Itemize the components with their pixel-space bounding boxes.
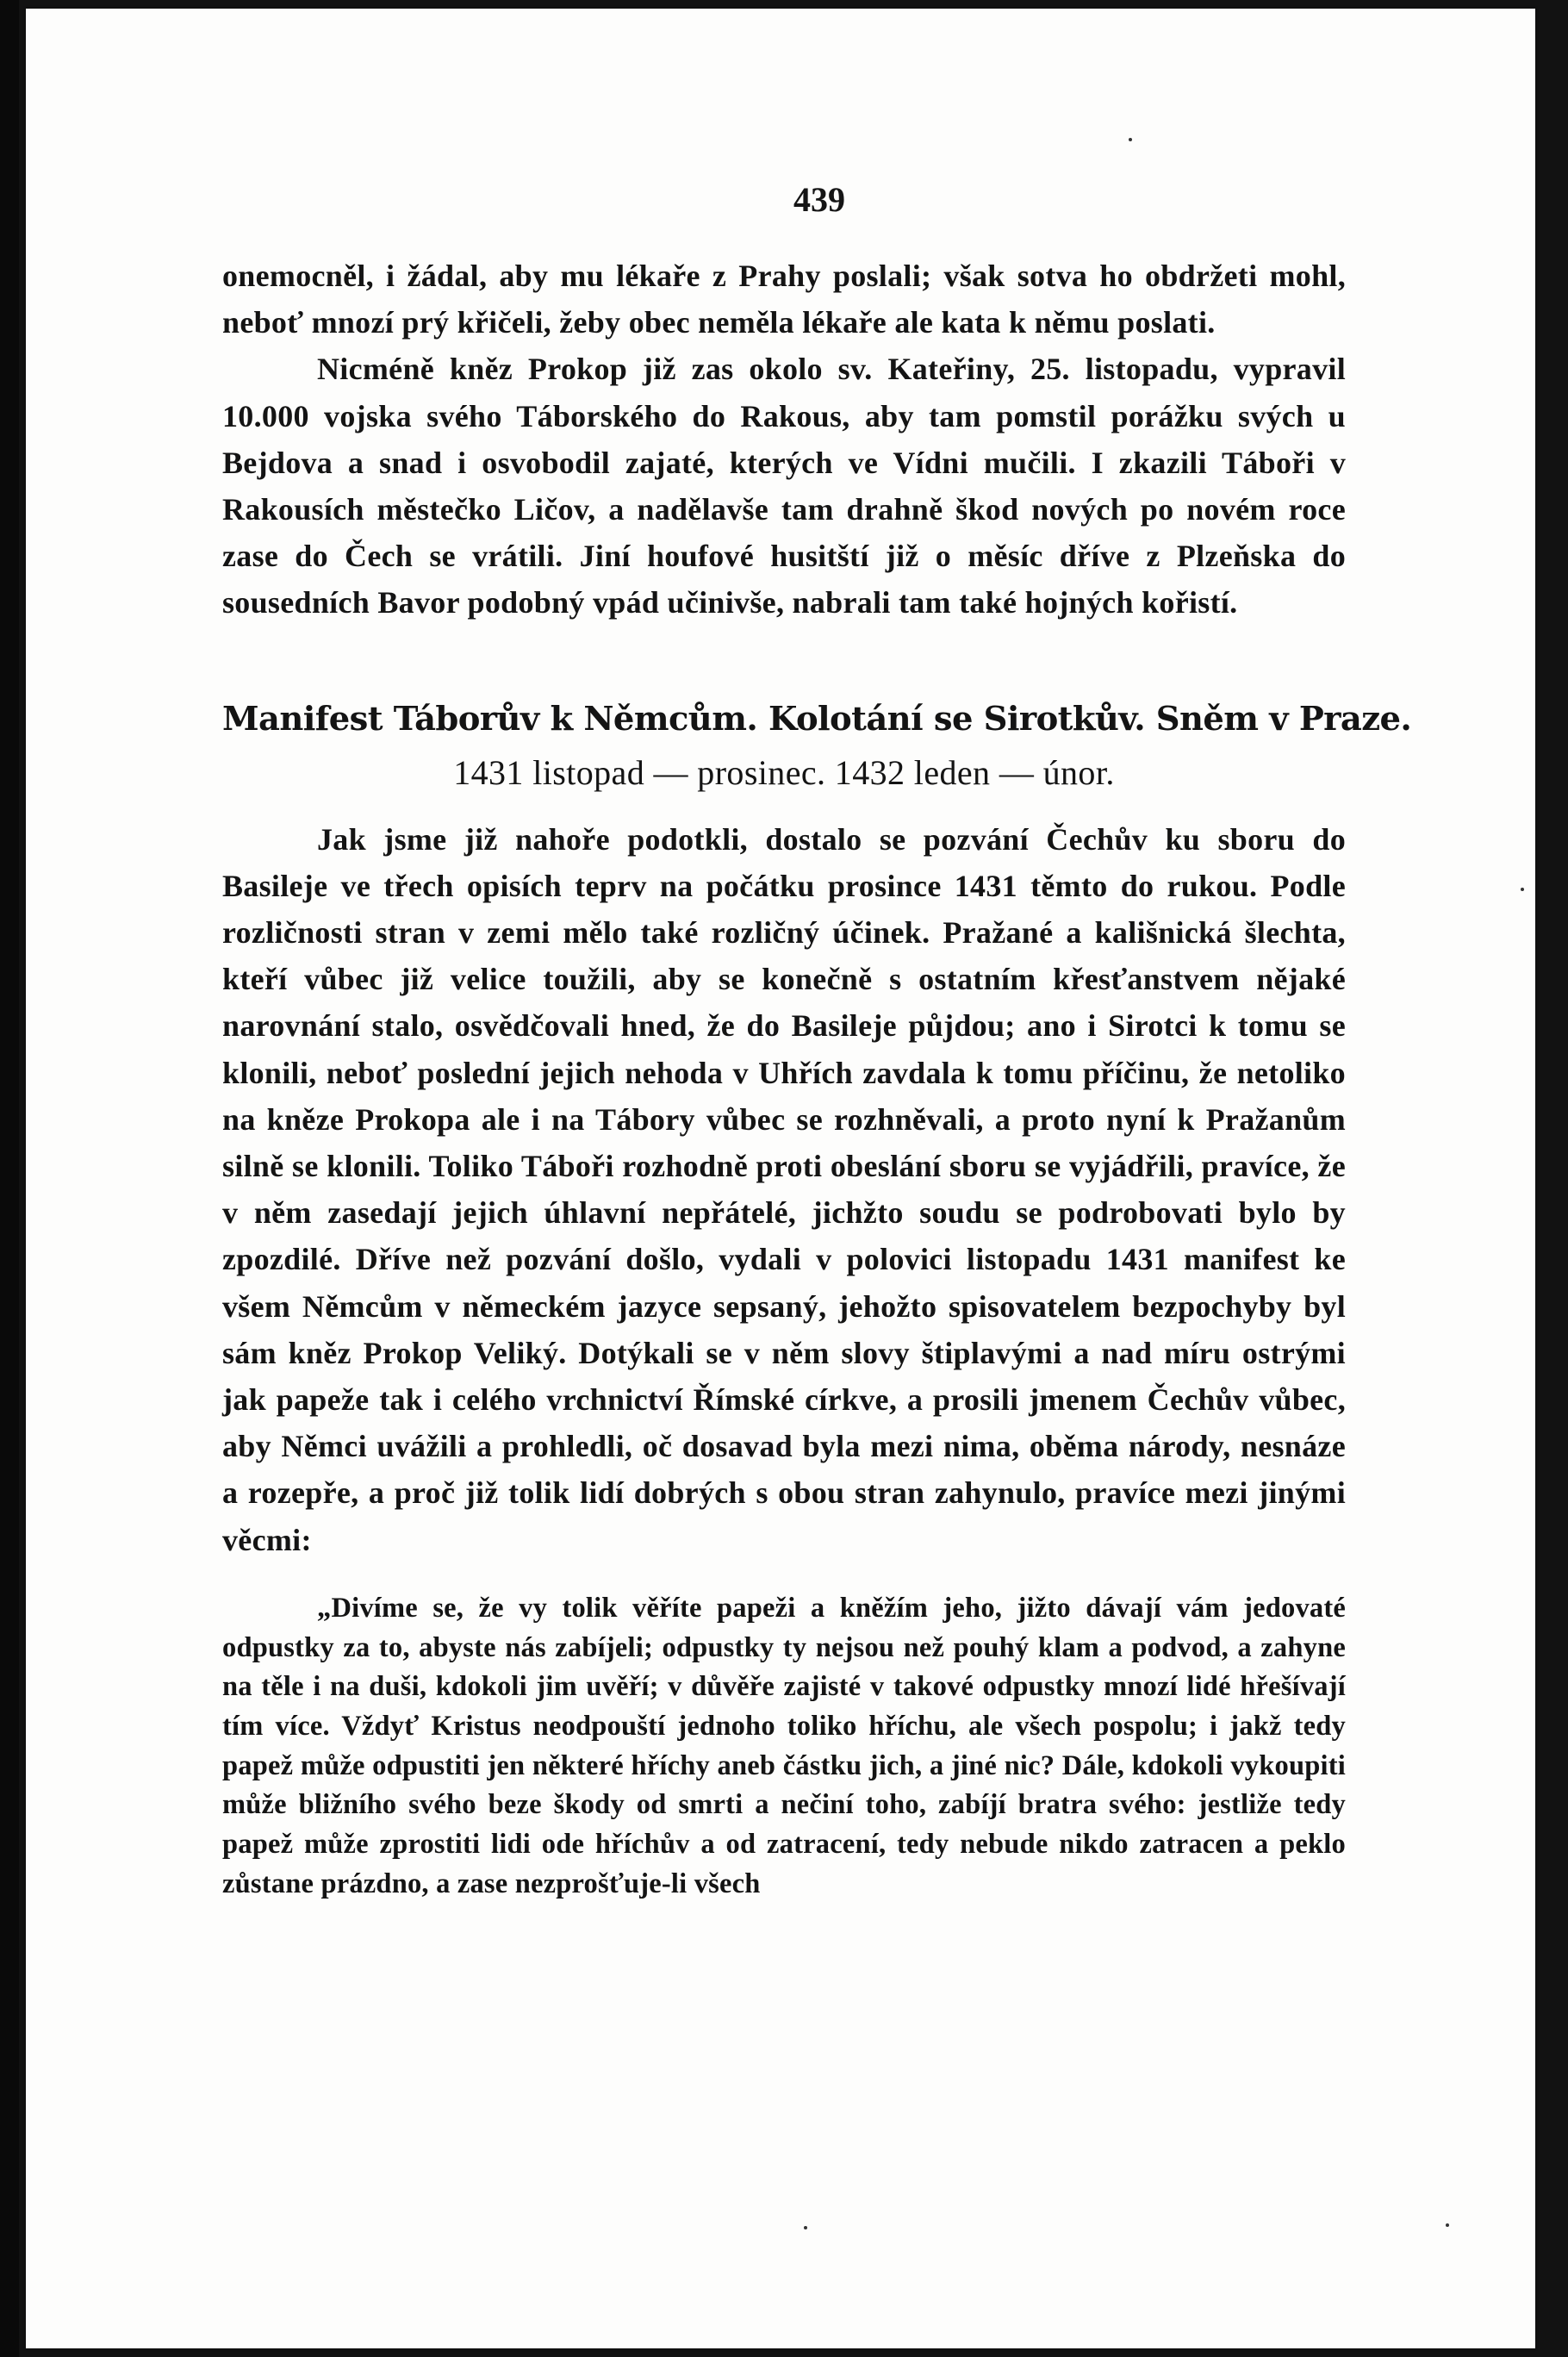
scan-speck xyxy=(1129,138,1132,141)
scan-left-edge xyxy=(0,0,19,2357)
paragraph-continuation: onemocněl, i žádal, aby mu lékaře z Prahy poslali; však sotva ho obdržeti mohl, neboť mnozí prý křičeli, žeby obec neměla lékaře ale kata k němu poslati. xyxy=(222,259,1346,340)
scan-speck xyxy=(1446,2223,1449,2227)
section-heading: Manifest Táborův k Němcům. Kolotání se Sirotkův. Sněm v Praze. xyxy=(222,699,1412,739)
book-page xyxy=(26,9,1535,2348)
scan-speck xyxy=(804,2226,807,2229)
paragraph-basel-invitation: Jak jsme již nahoře podotkli, dostalo se pozvání Čechův ku sboru do Basileje ve třech opisích teprv na počátku prosince 1431 těmto do rukou. Podle rozličnosti stran v zemi mělo také rozličný účinek. Pražané a kališnická šlechta, kteří vůbec již velice toužili, aby se konečně s ostatním křesťanstvem nějaké narovnání stalo, osvědčovali hned, že do Basileje půjdou; ano i Sirotci k tomu se klonili, neboť poslední jejich nehoda v Uhřích zavdala k tomu příčinu, že netoliko na kněze Prokopa ale i na Tábory vůbec se rozhněvali, a proto nyní k Pražanům silně se klonili. Toliko Táboři rozhodně proti obeslání sboru se vyjádřili, pravíce, že v něm zasedají jejich úhlavní nepřátelé, jichžto soudu se podrobovati bylo by zpozdilé. Dříve než pozvání došlo, vydali v polovici listopadu 1431 manifest ke všem Němcům v německém jazyce sepsaný, jehožto spisovatelem bezpochyby byl sám kněz Prokop Veliký. Dotýkali se v něm slovy štiplavými a nad míru ostrými jak papeže tak i celého vrchnictví Římské církve, a prosili jmenem Čechův vůbec, aby Němci uvážili a prohledli, oč dosavad byla mezi nima, oběma národy, nesnáze a rozepře, a proč již tolik lidí dobrých s obou stran zahynulo, pravíce mezi jinými věcmi: xyxy=(222,821,1346,1557)
paragraph-prokop-expedition: Nicméně kněz Prokop již zas okolo sv. Kateřiny, 25. listopadu, vypravil 10.000 vojska svého Táborského do Rakous, aby tam pomstil porážku svých u Bejdova a snad i osvobodil zajaté, kterých ve Vídni mučili. I zkazili Táboři v Rakousích městečko Ličov, a nadělavše tam drahně škod nových po novém roce zase do Čech se vrátili. Jiní houfové husitští již o měsíc dříve z Plzeňska do sousedních Bavor podobný vpád učinivše, nabrali tam také hojných kořistí. xyxy=(222,352,1346,620)
manifest-quote: „Divíme se, že vy tolik věříte papeži a kněžím jeho, jižto dávají vám jedovaté odpustky za to, abyste nás zabíjeli; odpustky ty nejsou než pouhý klam a podvod, a zahyne na těle i na duši, kdokoli jim uvěří; v důvěře zajisté v takové odpustky mnozí lidé hřešívají tím více. Vždyť Kristus neodpouští jednoho toliko hříchu, ale všech pospolu; i jakž tedy papež může odpustiti jen některé hříchy aneb částku jich, a jiné nic? Dále, kdokoli vykoupiti může bližního svého beze škody od smrti a nečiní toho, zabíjí bratra svého: jestliže tedy papež může zprostiti lidi ode hříchův a od zatracení, tedy nebude nikdo zatracen a peklo zůstane prázdno, a zase nezprošťuje-li všech xyxy=(222,1592,1346,1899)
section-dates: 1431 listopad — prosinec. 1432 leden — únor. xyxy=(453,752,1115,792)
page-content xyxy=(222,253,1412,1905)
page-number: 439 xyxy=(793,180,845,219)
scan-speck xyxy=(1521,888,1524,891)
